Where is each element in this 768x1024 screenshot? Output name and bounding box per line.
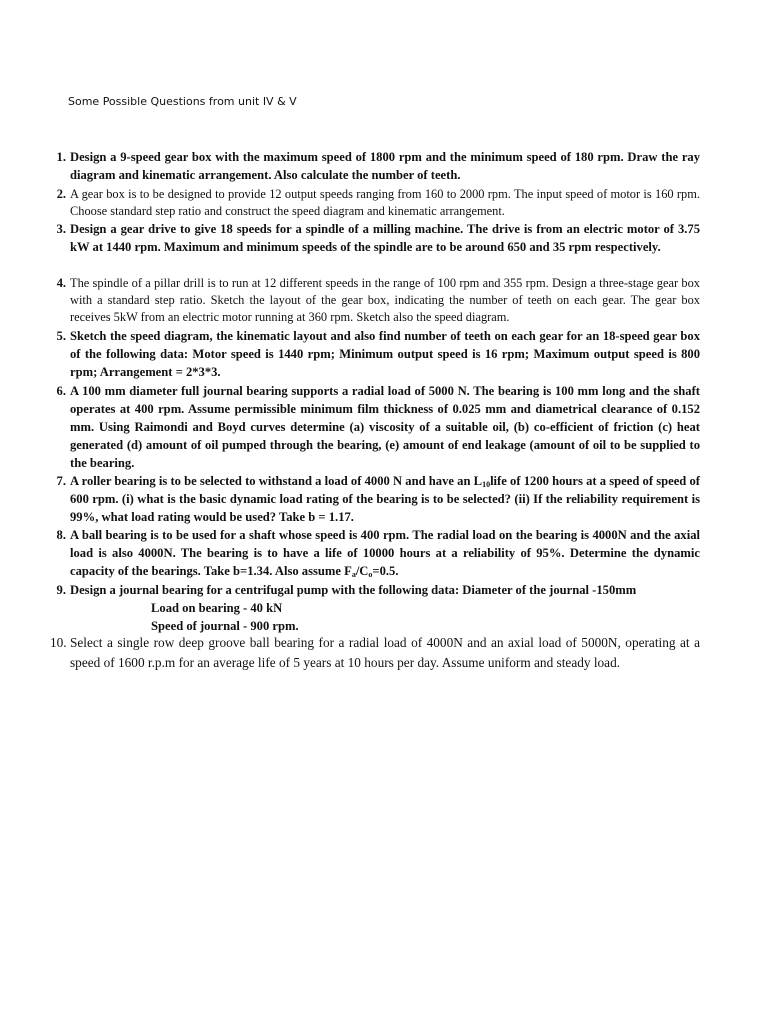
question-text: A gear box is to be designed to provide 12 output speeds ranging from 160 to 2000 rpm. The input speed of motor is 160 rpm. Choose standard step ratio and construct the speed diagram and kinematic arrangement. <box>70 187 700 218</box>
question-3 <box>40 220 700 256</box>
question-number: 6. <box>56 384 66 398</box>
question-text: Design a 9-speed gear box with the maximum speed of 1800 rpm and the minimum speed of 180 rpm. Draw the ray diagram and kinematic arrangement. Also calculate the number of teeth. <box>70 150 700 182</box>
question-text <box>70 472 700 526</box>
question-number: 2. <box>56 187 66 201</box>
question-number: 1. <box>56 150 66 164</box>
question-text-part: A ball bearing is to be used for a shaft whose speed is 400 rpm. The radial load on the bearing is 4000N and the axial load is also 4000N. The bearing is to have a life of 10000 hours at a reliability of 95%. Determine the dynamic capacity of the bearings. Take b=1.34. Also assume F <box>70 528 700 578</box>
question-text: Select a single row deep groove ball bearing for a radial load of 4000N and an axial load of 5000N, operating at a speed of 1600 r.p.m for an average life of 5 years at 10 hours per day. Assume uniform and steady load. <box>70 635 700 670</box>
question-text-part: life of 1200 hours at a speed of speed of 600 rpm. (i) what is the basic dynamic load rating of the bearing is to be selected? (ii) If the reliability requirement is 99%, what load rating would be used? Take b = 1.17. <box>70 474 700 524</box>
question-text-part: /C <box>355 564 369 578</box>
subscript: 10 <box>482 480 491 489</box>
question-9 <box>40 581 700 635</box>
question-text-part: A roller bearing is to be selected to withstand a load of 4000 N and have an L <box>70 474 483 488</box>
question-number: 5. <box>56 329 66 343</box>
question-text: Design a gear drive to give 18 speeds for a spindle of a milling machine. The drive is from an electric motor of 3.75 kW at 1440 rpm. Maximum and minimum speeds of the spindle are to be around 650 and 35 rpm respectively. <box>70 222 700 254</box>
question-number: 9. <box>56 583 66 597</box>
question-text: Sketch the speed diagram, the kinematic layout and also find number of teeth on each gear for an 18-speed gear box of the following data: Motor speed is 1440 rpm; Minimum output speed is 16 rpm; Maximum output speed is 800 rpm; Arrangement = 2*3*3. <box>70 329 700 379</box>
question-8 <box>40 526 700 580</box>
question-text: Design a journal bearing for a centrifugal pump with the following data: Diameter of the journal -150mm <box>70 583 637 597</box>
question-text: The spindle of a pillar drill is to run at 12 different speeds in the range of 100 rpm and 355 rpm. Design a three-stage gear box with a standard step ratio. Sketch the layout of the gear box, indicating the number of teeth on each gear. The gear box receives 5kW from an electric motor running at 360 rpm. Sketch also the speed diagram. <box>70 276 700 324</box>
question-number: 3. <box>56 222 66 236</box>
question-2 <box>40 186 700 220</box>
question-number: 7. <box>56 474 66 488</box>
subscript: o <box>368 570 373 579</box>
question-6 <box>40 382 700 472</box>
question-data-line: Load on bearing - 40 kN <box>151 601 283 615</box>
page-heading: Some Possible Questions from unit IV & V <box>68 95 297 108</box>
question-data-line: Speed of journal - 900 rpm. <box>151 619 299 633</box>
question-number: 10. <box>50 635 67 650</box>
question-text <box>70 526 700 580</box>
question-10 <box>40 633 700 673</box>
question-7 <box>40 472 700 526</box>
question-text: A 100 mm diameter full journal bearing supports a radial load of 5000 N. The bearing is 100 mm long and the shaft operates at 400 rpm. Assume permissible minimum film thickness of 0.025 mm and diametrical clearance of 0.152 mm. Using Raimondi and Boyd curves determine (a) viscosity of a suitable oil, (b) co-efficient of friction (c) heat generated (d) amount of oil pumped through the bearing, (e) amount of end leakage (amount of oil to be supplied to the bearing. <box>70 384 700 470</box>
subscript: a <box>351 570 356 579</box>
question-4 <box>40 275 700 326</box>
question-number: 8. <box>56 528 66 542</box>
question-5 <box>40 327 700 381</box>
question-1 <box>40 148 700 184</box>
question-text-part: =0.5. <box>372 564 399 578</box>
question-number: 4. <box>56 276 66 290</box>
